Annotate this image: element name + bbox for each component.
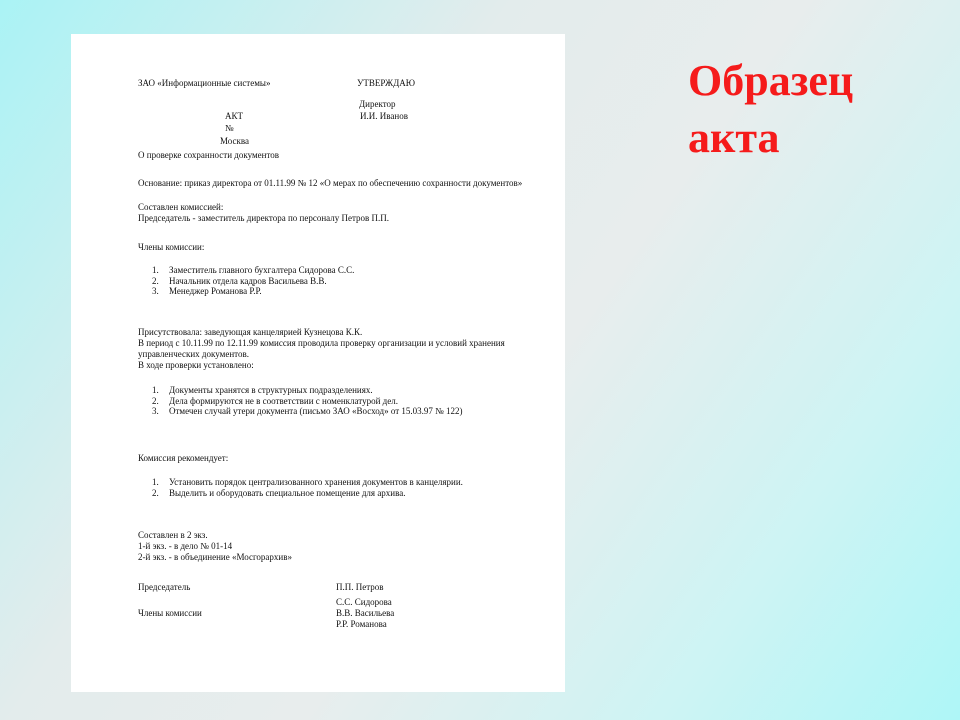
members-list [152, 265, 354, 297]
recommendations-list [152, 477, 463, 498]
copy-1: 1-й экз. - в дело № 01-14 [138, 541, 233, 551]
document-type: АКТ [225, 111, 243, 121]
signature-member-name: В.В. Васильева [336, 608, 395, 618]
signature-chairman-label: Председатель [138, 582, 191, 592]
signature-member-name: Р.Р. Романова [336, 619, 387, 629]
approver-title: Директор [359, 99, 396, 109]
findings-heading: В ходе проверки установлено: [138, 360, 254, 370]
chairman-line: Председатель - заместитель директора по персоналу Петров П.П. [138, 213, 390, 223]
slide-title-line: Образец [688, 56, 854, 105]
approver-name: И.И. Иванов [360, 111, 408, 121]
signature-chairman-name: П.П. Петров [336, 582, 384, 592]
list-item: 3. Менеджер Романова Р.Р. [152, 286, 262, 296]
signature-members-label: Члены комиссии [138, 608, 202, 618]
recommends-heading: Комиссия рекомендует: [138, 453, 229, 463]
copies-heading: Составлен в 2 экз. [138, 530, 208, 540]
document-number-sign: № [225, 123, 234, 133]
copy-2: 2-й экз. - в объединение «Мосгорархив» [138, 552, 292, 562]
slide-title [688, 52, 853, 166]
document-subject: О проверке сохранности документов [138, 150, 280, 160]
list-item: 2. Дела формируются не в соответствии с номенклатурой дел. [152, 395, 398, 406]
approve-stamp: УТВЕРЖДАЮ [357, 78, 416, 88]
members-heading: Члены комиссии: [138, 242, 205, 252]
list-item: 3. Отмечен случай утери документа (письмо ЗАО «Восход» от 15.03.97 № 122) [152, 406, 463, 416]
period-text: В период с 10.11.99 по 12.11.99 комиссия проводила проверку организации и условий хранения управленческих документов. [138, 338, 505, 359]
present-line: Присутствовала: заведующая канцелярией Кузнецова К.К. [138, 327, 363, 337]
slide-title-line: акта [688, 113, 780, 162]
findings-list [152, 385, 463, 417]
list-item: 1. Установить порядок централизованного хранения документов в канцелярии. [152, 477, 463, 487]
commission-heading: Составлен комиссией: [138, 202, 224, 212]
document-basis: Основание: приказ директора от 01.11.99 № 12 «О мерах по обеспечению сохранности документов» [138, 178, 523, 188]
organization-name: ЗАО «Информационные системы» [138, 78, 271, 88]
document-page [71, 34, 565, 692]
list-item: 2. Выделить и оборудовать специальное помещение для архива. [152, 487, 406, 498]
document-city: Москва [220, 136, 249, 146]
list-item: 2. Начальник отдела кадров Васильева В.В. [152, 275, 327, 286]
signature-member-name: С.С. Сидорова [336, 597, 392, 607]
list-item: 1. Документы хранятся в структурных подразделениях. [152, 385, 373, 395]
list-item: 1. Заместитель главного бухгалтера Сидорова С.С. [152, 265, 355, 275]
